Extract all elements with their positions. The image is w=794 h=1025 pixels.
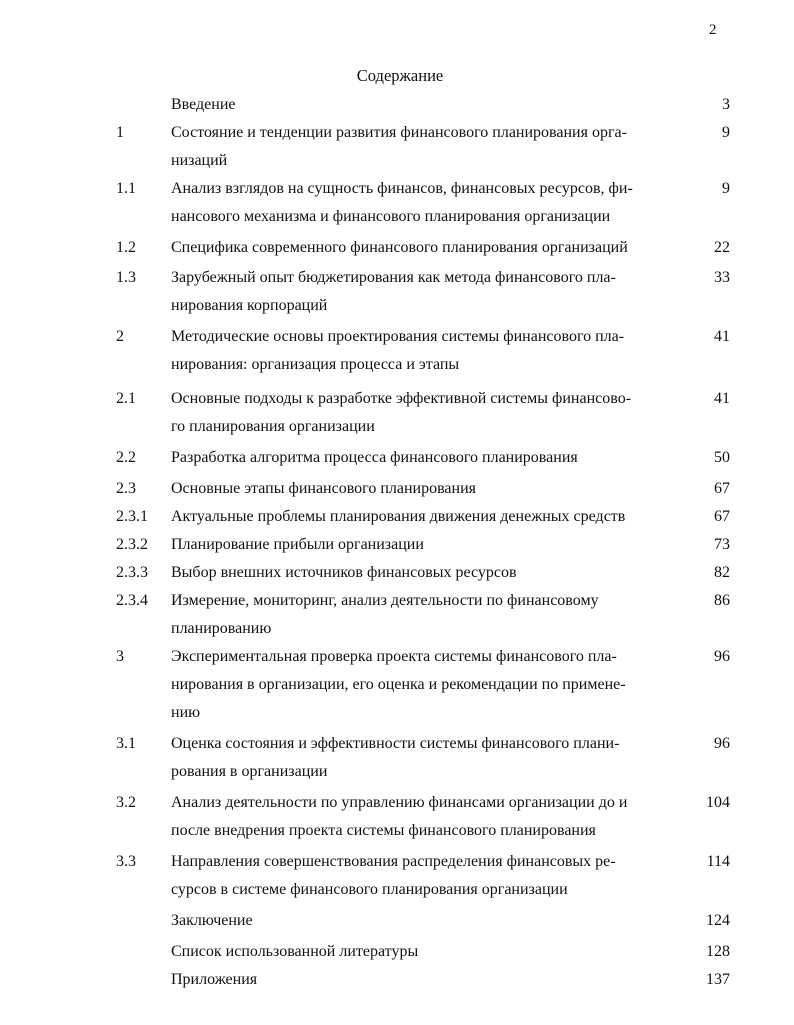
toc-entry-number: 1.1 <box>116 180 136 197</box>
toc-entry <box>0 587 794 643</box>
toc-entry-title-line: Приложения <box>171 971 258 988</box>
toc-entry-number: 2.3.2 <box>116 536 148 553</box>
toc-entry-title-line: Направления совершенствования распределения финансовых ре- <box>171 853 616 870</box>
toc-entry-number: 2 <box>116 328 124 345</box>
toc-entry <box>0 730 794 786</box>
toc-entry-number: 3.1 <box>116 735 136 752</box>
toc-entry-title <box>171 475 679 503</box>
toc-entry-title <box>171 587 679 643</box>
toc-entry-title-line: после внедрения проекта системы финансового планирования <box>171 822 596 839</box>
toc-entry-title-line: Введение <box>171 96 236 113</box>
toc-entry-title-line: Экспериментальная проверка проекта системы финансового пла- <box>171 648 617 665</box>
toc-entry-title-line: Основные подходы к разработке эффективной системы финансово- <box>171 390 632 407</box>
toc-entry-page: 9 <box>722 124 730 141</box>
toc-entry-title <box>171 938 679 966</box>
toc-entry-title <box>171 503 679 531</box>
toc-entry-number: 2.1 <box>116 390 136 407</box>
toc-entry-page: 3 <box>722 96 730 113</box>
toc-entry-title-line: Разработка алгоритма процесса финансового планирования <box>171 449 578 466</box>
toc-entry-page: 104 <box>706 794 730 811</box>
toc-entry-page: 128 <box>706 943 730 960</box>
toc-entry <box>0 559 794 587</box>
toc-entry-title <box>171 444 679 472</box>
toc-entry <box>0 385 794 441</box>
toc-entry-title <box>171 559 679 587</box>
toc-entry-title-line: Методические основы проектирования системы финансового пла- <box>171 328 625 345</box>
toc-entry-title <box>171 966 679 994</box>
toc-entry-title-line: рования в организации <box>171 763 328 780</box>
toc-entry-page: 67 <box>714 480 730 497</box>
toc-entry-title-line: нансового механизма и финансового планирования организации <box>171 208 611 225</box>
toc-entry-page: 137 <box>706 971 730 988</box>
toc-entry-page: 22 <box>714 239 730 256</box>
toc-entry-title <box>171 730 679 786</box>
toc-entry-number: 3 <box>116 648 124 665</box>
toc-entry <box>0 789 794 845</box>
toc-entry-title <box>171 264 679 320</box>
toc-entry-title <box>171 848 679 904</box>
toc-entry-page: 41 <box>714 390 730 407</box>
toc-entry <box>0 848 794 904</box>
toc-entry-title-line: сурсов в системе финансового планирования организации <box>171 881 568 898</box>
toc-entry-number: 3.2 <box>116 794 136 811</box>
toc-entry-title-line: нию <box>171 704 201 721</box>
toc-entry <box>0 531 794 559</box>
toc-entry-page: 96 <box>714 648 730 665</box>
toc-entry-title-line: Оценка состояния и эффективности системы финансового плани- <box>171 735 620 752</box>
toc-entry-page: 114 <box>706 853 730 870</box>
toc-entry-title-line: Специфика современного финансового планирования организаций <box>171 239 628 256</box>
toc-entry <box>0 444 794 472</box>
toc-entry-number: 1 <box>116 124 124 141</box>
toc-entry <box>0 323 794 379</box>
toc-entry-number: 3.3 <box>116 853 136 870</box>
toc-entry-page: 67 <box>714 508 730 525</box>
toc-entry-title-line: нирования: организация процесса и этапы <box>171 356 460 373</box>
toc-title: Содержание <box>356 66 444 85</box>
toc-entry-title <box>171 234 679 262</box>
toc-entry-title <box>171 119 679 175</box>
toc-entry-title-line: го планирования организации <box>171 418 375 435</box>
toc-entry-title-line: нирования корпораций <box>171 297 328 314</box>
toc-entry-page: 82 <box>714 564 730 581</box>
toc-entry <box>0 475 794 503</box>
toc-entry <box>0 91 794 119</box>
page-number: 2 <box>709 22 717 38</box>
toc-entry-title-line: Зарубежный опыт бюджетирования как метода финансового пла- <box>171 269 616 286</box>
toc-entry-title-line: Анализ взглядов на сущность финансов, финансовых ресурсов, фи- <box>171 180 633 197</box>
toc-entry-title-line: Заключение <box>171 912 253 929</box>
toc-entry-number: 2.3.3 <box>116 564 148 581</box>
toc-entry-page: 50 <box>714 449 730 466</box>
toc-entry <box>0 119 794 175</box>
toc-entry-title <box>171 385 679 441</box>
toc-entry-title-line: планированию <box>171 620 272 637</box>
toc-entry-page: 96 <box>714 735 730 752</box>
toc-entry <box>0 503 794 531</box>
toc-entry-number: 1.3 <box>116 269 136 286</box>
toc-entry <box>0 264 794 320</box>
toc-entry-title <box>171 323 679 379</box>
toc-entry-title <box>171 789 679 845</box>
toc-entry-title-line: Состояние и тенденции развития финансового планирования орга- <box>171 124 627 141</box>
toc-entry <box>0 907 794 935</box>
toc-entry-page: 9 <box>722 180 730 197</box>
toc-entry-number: 2.3 <box>116 480 136 497</box>
toc-entry <box>0 175 794 231</box>
toc-entry-title <box>171 531 679 559</box>
table-of-contents <box>0 91 794 994</box>
toc-entry <box>0 643 794 727</box>
toc-entry-title-line: Планирование прибыли организации <box>171 536 424 553</box>
toc-entry-page: 86 <box>714 592 730 609</box>
toc-entry-title-line: нирования в организации, его оценка и рекомендации по примене- <box>171 676 626 693</box>
toc-entry-title <box>171 907 679 935</box>
toc-entry-page: 124 <box>706 912 730 929</box>
toc-entry-title-line: Актуальные проблемы планирования движения денежных средств <box>171 508 626 525</box>
toc-entry-title <box>171 643 679 727</box>
toc-entry-page: 73 <box>714 536 730 553</box>
toc-entry <box>0 966 794 994</box>
toc-entry-title <box>171 91 679 119</box>
toc-entry-number: 2.3.4 <box>116 592 148 609</box>
toc-entry-page: 41 <box>714 328 730 345</box>
toc-entry-number: 1.2 <box>116 239 136 256</box>
toc-entry-number: 2.3.1 <box>116 508 148 525</box>
toc-entry-title-line: Основные этапы финансового планирования <box>171 480 477 497</box>
toc-entry-title-line: низаций <box>171 152 228 169</box>
toc-entry-title-line: Список использованной литературы <box>171 943 419 960</box>
toc-entry-page: 33 <box>714 269 730 286</box>
toc-entry-title <box>171 175 679 231</box>
toc-entry-title-line: Измерение, мониторинг, анализ деятельности по финансовому <box>171 592 599 609</box>
toc-entry-title-line: Выбор внешних источников финансовых ресурсов <box>171 564 517 581</box>
toc-entry-title-line: Анализ деятельности по управлению финансами организации до и <box>171 794 628 811</box>
toc-entry <box>0 938 794 966</box>
toc-entry <box>0 234 794 262</box>
toc-entry-number: 2.2 <box>116 449 136 466</box>
